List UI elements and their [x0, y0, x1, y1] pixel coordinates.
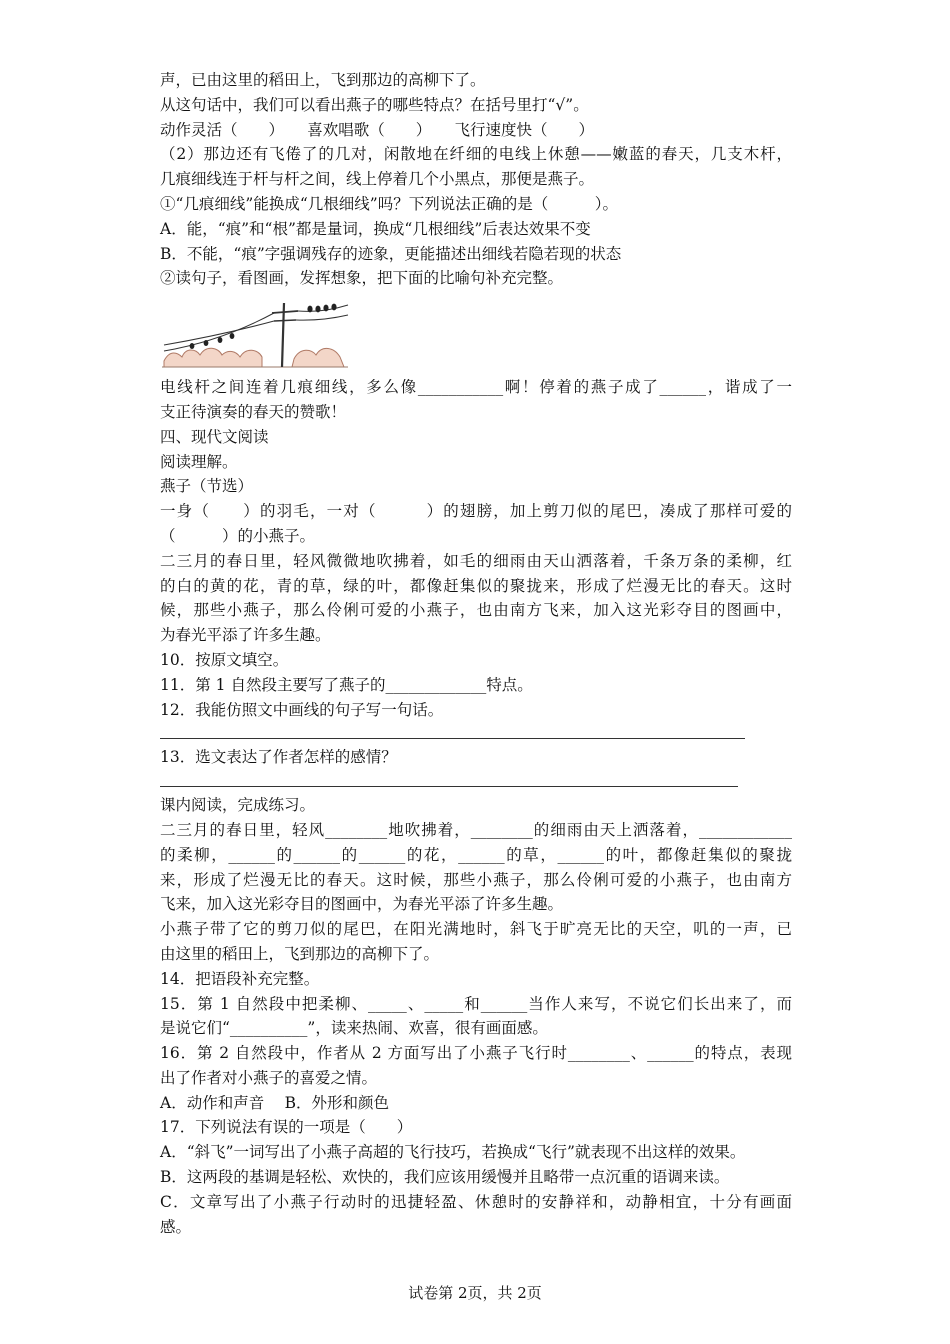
option-b: B．不能，“痕”字强调残存的迹象，更能描述出细线若隐若现的状态 [160, 244, 622, 263]
passage-line: 候，那些小燕子，那么伶俐可爱的小燕子，也由南方飞来，加入这光彩夺目的图画中， [160, 601, 792, 620]
page-footer: 试卷第 2页，共 2页 [408, 1284, 542, 1302]
question-16: 16．第 2 自然段中，作者从 2 方面写出了小燕子飞行时________、______的特点，表现 [160, 1044, 792, 1063]
option-a: A．能，“痕”和“根”都是量词，换成“几根细线”后表达效果不变 [160, 219, 591, 238]
passage-line: 的柔柳，______的______的______的花，______的草，______的叶，都像赶集似的聚拢 [160, 845, 792, 864]
text-line: 声，已由这里的稻田上，飞到那边的高柳下了。 [160, 71, 486, 89]
exam-page-body [160, 68, 792, 1239]
answer-options-line: 动作灵活（ ） 喜欢唱歌（ ） 飞行速度快（ ） [160, 120, 595, 139]
text-line: （2）那边还有飞倦了的几对，闲散地在纤细的电线上休憩——嫩蓝的春天，几支木杆， [160, 145, 792, 164]
question-12: 12．我能仿照文中画线的句子写一句话。 [160, 700, 444, 719]
section-subheading: 课内阅读，完成练习。 [160, 796, 316, 815]
passage-line: 由这里的稻田上，飞到那边的高柳下了。 [160, 944, 440, 963]
passage-line: 小燕子带了它的剪刀似的尾巴，在阳光满地时，斜飞于旷亮无比的天空，叽的一声，已 [160, 920, 792, 939]
question-17: 17．下列说法有误的一项是（ ） [160, 1118, 413, 1137]
passage-line: 飞来，加入这光彩夺目的图画中，为春光平添了许多生趣。 [160, 895, 564, 914]
question-prompt: 从这句话中，我们可以看出燕子的哪些特点？在括号里打“√”。 [160, 95, 589, 114]
text-line: 几痕细线连于杆与杆之间，线上停着几个小黑点，那便是燕子。 [160, 170, 595, 189]
option-b: B．这两段的基调是轻松、欢快的，我们应该用缓慢并且略带一点沉重的语调来读。 [160, 1168, 730, 1187]
answer-line [160, 724, 745, 739]
passage-line: 一身（ ）的羽毛，一对（ ）的翅膀，加上剪刀似的尾巴，凑成了那样可爱的 [160, 502, 792, 521]
option-c-cont: 感。 [160, 1217, 192, 1236]
question-11: 11．第 1 自然段主要写了燕子的_____________特点。 [160, 675, 533, 694]
options-line: A．动作和声音 B．外形和颜色 [160, 1093, 390, 1112]
question-16-cont: 出了作者对小燕子的喜爱之情。 [160, 1068, 378, 1087]
question-15: 15．第 1 自然段中把柔柳、_____、_____和______当作人来写，不说它们长出来了，而 [160, 994, 792, 1013]
passage-line: 来，形成了烂漫无比的春天。这时候，那些小燕子，那么伶俐可爱的小燕子，也由南方 [160, 870, 792, 889]
question-prompt: ②读句子，看图画，发挥想象，把下面的比喻句补充完整。 [160, 269, 564, 288]
passage-line: 二三月的春日里，轻风________地吹拂着，________的细雨由天上洒落着，____________ [160, 820, 792, 839]
section-subheading: 阅读理解。 [160, 452, 238, 471]
question-14: 14．把语段补充完整。 [160, 969, 320, 988]
question-15-cont: 是说它们“__________”，读来热闹、欢喜，很有画面感。 [160, 1019, 548, 1038]
utility-pole-birds-illustration [162, 299, 350, 369]
answer-line [160, 772, 738, 787]
passage-line: 的白的黄的花，青的草，绿的叶，都像赶集似的聚拢来，形成了烂漫无比的春天。这时 [160, 576, 792, 595]
question-prompt: ①“几痕细线”能换成“几根细线”吗？下列说法正确的是（ ）。 [160, 194, 618, 213]
question-10: 10．按原文填空。 [160, 650, 289, 669]
option-a: A．“斜飞”一词写出了小燕子高超的飞行技巧，若换成“飞行”就表现不出这样的效果。 [160, 1143, 746, 1162]
text-line: 支正待演奏的春天的赞歌！ [160, 402, 347, 421]
passage-line: （ ）的小燕子。 [160, 526, 316, 545]
passage-line: 为春光平添了许多生趣。 [160, 626, 331, 645]
question-13: 13．选文表达了作者怎样的感情？ [160, 748, 397, 767]
option-c: C．文章写出了小燕子行动时的迅捷轻盈、休憩时的安静祥和，动静相宜，十分有画面 [160, 1192, 792, 1211]
passage-title: 燕子（节选） [160, 477, 254, 496]
text-line: 电线杆之间连着几痕细线，多么像___________啊！停着的燕子成了______，谐成了一 [160, 378, 792, 397]
section-heading: 四、现代文阅读 [160, 427, 269, 446]
passage-line: 二三月的春日里，轻风微微地吹拂着，如毛的细雨由天山洒落着，千条万条的柔柳，红 [160, 551, 792, 570]
